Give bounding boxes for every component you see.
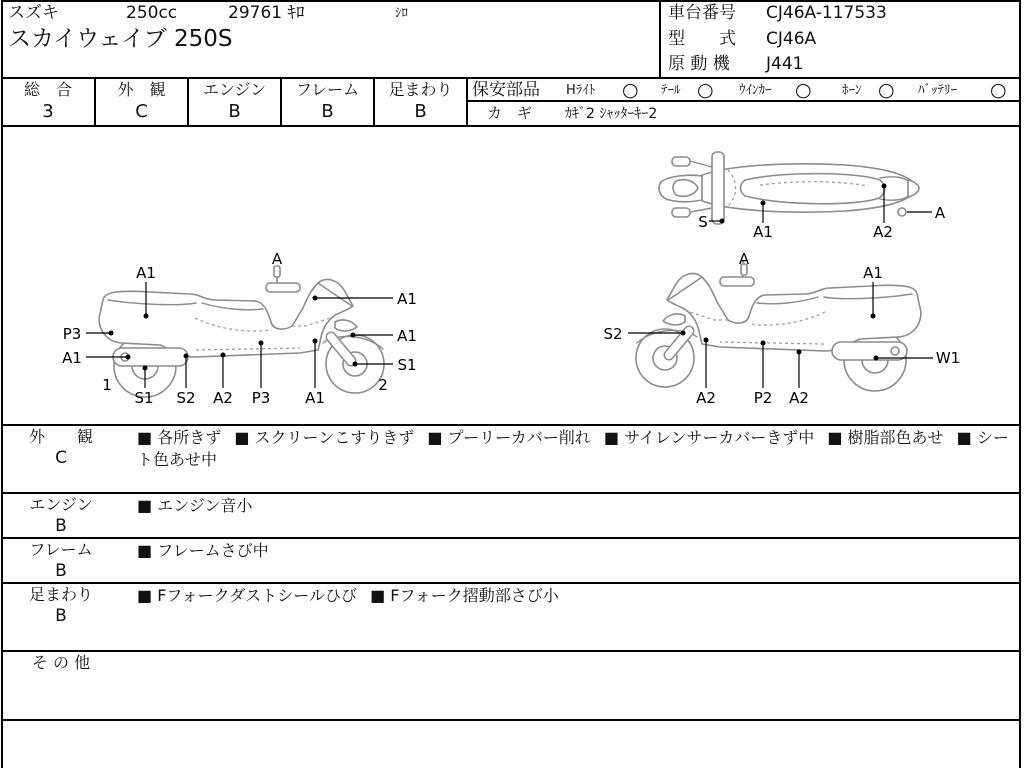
grade-value-frame: B <box>321 101 334 122</box>
damage-marker <box>353 362 358 367</box>
top-view-label: A1 <box>753 223 773 241</box>
damage-marker <box>351 333 356 338</box>
comment-row-other <box>2 652 1020 719</box>
scooter-side-view-left <box>99 266 384 397</box>
right-view-label: A1 <box>863 264 883 282</box>
mileage: 29761 ｷﾛ <box>228 3 305 23</box>
comment-text <box>137 540 1009 562</box>
comment-row-engine <box>2 494 1020 537</box>
safety-item-tail: ﾃｰﾙ <box>661 83 681 98</box>
right-view-label: A2 <box>696 389 716 407</box>
comment-item-text: シート色あせ中 <box>137 428 1009 469</box>
comment-item-text: エンジン音小 <box>157 496 253 515</box>
left-view-label: A <box>271 250 283 268</box>
comment-label: そ の 他 <box>31 653 91 672</box>
damage-diagram <box>0 127 1024 423</box>
safety-parts-label: 保安部品 <box>472 80 540 100</box>
comment-grade: B <box>55 516 67 536</box>
comment-item-text: スクリーンこすりきず <box>254 428 415 447</box>
comment-text <box>137 427 1009 471</box>
damage-marker <box>143 366 148 371</box>
damage-marker <box>720 219 725 224</box>
comment-item-text: プーリーカバー削れ <box>447 428 591 447</box>
left-view-label: A1 <box>305 389 325 407</box>
bullet-icon: ■ <box>956 428 972 447</box>
right-view-label: P2 <box>753 389 773 407</box>
safety-item-headlight: Hﾗｲﾄ <box>566 83 596 98</box>
grade-value-engine: B <box>228 101 241 122</box>
grade-value-overall: 3 <box>42 101 54 122</box>
right-view-label: W1 <box>935 349 961 367</box>
damage-marker <box>184 354 189 359</box>
comment-label: エンジン <box>29 495 93 514</box>
keys-value: ｶｷﾞ2 ｼｬｯﾀｰｷｰ2 <box>565 106 658 122</box>
grade-label-overall: 総 合 <box>23 80 72 99</box>
status-ok-icon: ○ <box>795 79 812 101</box>
bullet-icon: ■ <box>137 586 153 605</box>
rear-wheel-number: 1 <box>102 376 112 394</box>
damage-marker <box>761 201 766 206</box>
damage-marker <box>871 314 876 319</box>
displacement: 250cc <box>126 3 178 23</box>
comment-item-text: サイレンサーカバーきず中 <box>624 428 815 447</box>
damage-marker <box>874 356 879 361</box>
top-view-label: S <box>698 213 708 231</box>
comment-label: 足まわり <box>28 585 93 604</box>
damage-marker <box>704 338 709 343</box>
right-view-label: S2 <box>603 325 623 343</box>
bullet-icon: ■ <box>137 541 153 560</box>
grade-value-suspension: B <box>414 101 427 122</box>
divider <box>1 719 1021 721</box>
damage-marker <box>797 350 802 355</box>
comment-item-text: 各所きず <box>157 428 222 447</box>
grade-label-engine: エンジン <box>202 80 267 99</box>
comment-item <box>137 586 357 605</box>
safety-item-battery: ﾊﾞｯﾃﾘｰ <box>918 83 957 98</box>
frame-number-label: 車台番号 <box>668 3 736 23</box>
comment-item-text: 樹脂部色あせ <box>847 428 944 447</box>
top-view-label: A2 <box>873 223 893 241</box>
color: ｼﾛ <box>395 6 408 21</box>
grade-label-suspension: 足まわり <box>388 80 453 99</box>
left-view-label: A1 <box>397 290 417 308</box>
damage-marker <box>761 341 766 346</box>
left-view-label: P3 <box>62 325 82 343</box>
comment-grade: B <box>55 561 67 581</box>
type-label: 型 式 <box>668 29 736 49</box>
divider <box>1 77 1021 79</box>
frame-number: CJ46A-117533 <box>766 3 887 23</box>
status-ok-icon: ○ <box>697 79 714 101</box>
bullet-icon: ■ <box>137 496 153 515</box>
safety-item-horn: ﾎｰﾝ <box>842 83 862 98</box>
left-view-label: A1 <box>136 264 156 282</box>
comment-row-suspension <box>2 584 1020 650</box>
mirror-marker <box>898 208 906 216</box>
engine-value: J441 <box>766 54 804 74</box>
damage-marker <box>259 341 264 346</box>
bullet-icon: ■ <box>427 428 443 447</box>
comment-text <box>137 585 1009 607</box>
divider <box>659 0 661 78</box>
damage-marker <box>313 339 318 344</box>
comment-row-frame <box>2 539 1020 582</box>
comment-label: 外 観 <box>28 427 93 446</box>
comment-item <box>370 586 559 605</box>
bullet-icon: ■ <box>234 428 250 447</box>
front-wheel-number: 2 <box>378 376 388 394</box>
comment-item <box>137 428 221 447</box>
comment-item <box>427 428 590 447</box>
status-ok-icon: ○ <box>990 79 1007 101</box>
bullet-icon: ■ <box>370 586 386 605</box>
left-view-label: A2 <box>213 389 233 407</box>
comment-row-exterior <box>2 426 1020 492</box>
comment-item <box>137 541 269 560</box>
damage-marker <box>313 296 318 301</box>
grade-value-exterior: C <box>135 101 148 122</box>
damage-marker <box>681 331 686 336</box>
grade-label-frame: フレーム <box>295 80 360 99</box>
damage-marker <box>144 314 149 319</box>
damage-marker <box>126 355 131 360</box>
comment-item <box>234 428 414 447</box>
damage-marker <box>882 184 887 189</box>
divider <box>466 77 468 127</box>
left-view-label: S2 <box>176 389 196 407</box>
left-view-label: P3 <box>251 389 271 407</box>
comment-item-text: フレームさび中 <box>157 541 269 560</box>
comment-grade: C <box>55 448 67 468</box>
comment-text <box>137 495 1009 517</box>
damage-marker <box>109 331 114 336</box>
grade-label-exterior: 外 観 <box>117 80 166 99</box>
status-ok-icon: ○ <box>878 79 895 101</box>
right-view-label: A <box>738 250 750 268</box>
engine-label: 原 動 機 <box>668 54 730 74</box>
comment-item-text: Fフォーク摺動部さび小 <box>390 586 559 605</box>
model-name: スカイウェイブ 250S <box>8 26 233 52</box>
left-view-label: S1 <box>397 356 417 374</box>
comment-item-text: Fフォークダストシールひび <box>157 586 357 605</box>
maker: スズキ <box>8 3 59 23</box>
left-view-label: S1 <box>134 389 154 407</box>
left-view-label: A1 <box>62 349 82 367</box>
status-ok-icon: ○ <box>622 79 639 101</box>
comment-item <box>137 496 252 515</box>
keys-label: カ ギ <box>487 104 533 122</box>
left-view-label: A1 <box>397 327 417 345</box>
top-view-label: A <box>934 204 946 222</box>
damage-marker <box>221 353 226 358</box>
type-value: CJ46A <box>766 29 817 49</box>
comment-label: フレーム <box>29 540 93 559</box>
safety-item-winker: ｳｲﾝｶｰ <box>739 83 772 98</box>
bullet-icon: ■ <box>827 428 843 447</box>
comment-item <box>827 428 943 447</box>
comment-item <box>604 428 814 447</box>
bullet-icon: ■ <box>137 428 153 447</box>
right-view-label: A2 <box>789 389 809 407</box>
comment-grade: B <box>55 606 67 626</box>
bullet-icon: ■ <box>603 428 619 447</box>
